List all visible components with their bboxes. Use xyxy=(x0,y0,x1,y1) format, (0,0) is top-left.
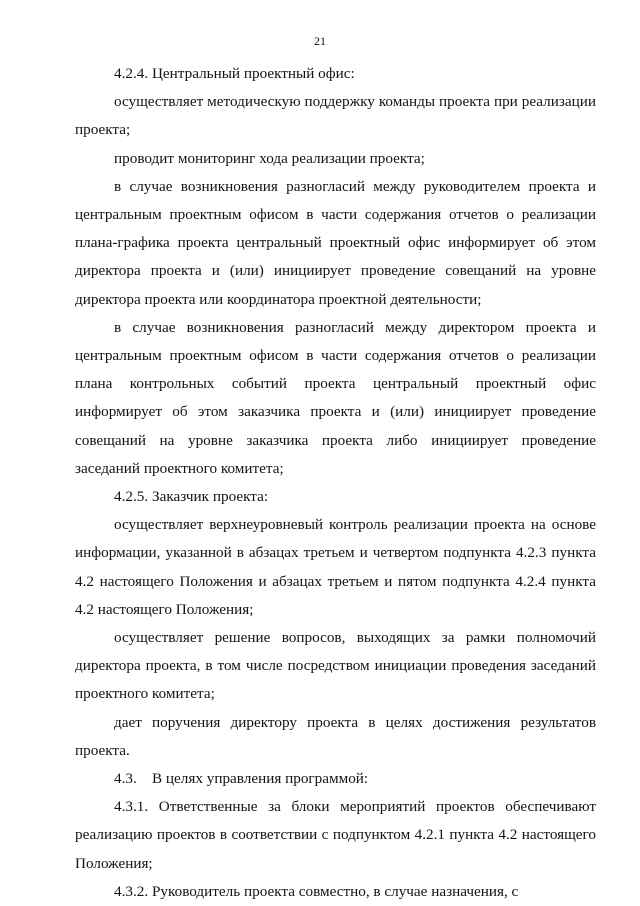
section-heading-4-2-5: 4.2.5. Заказчик проекта: xyxy=(114,488,269,506)
paragraph: осуществляет методическую поддержку команды проекта при реализации проекта; xyxy=(75,93,596,139)
section-heading-4-3: 4.3. В целях управления программой: xyxy=(114,770,369,788)
document-body xyxy=(75,60,596,906)
paragraph: дает поручения директору проекта в целях достижения результатов проекта. xyxy=(75,713,596,759)
paragraph: в случае возникновения разногласий между директором проекта и центральным проектным офисом в части содержания отчетов о реализации плана контрольных событий проекта центральный проектный офис информирует об этом заказчика проекта и (или) инициирует проведение совещаний на уровне заказчика проекта либо инициирует проведение заседаний проектного комитета; xyxy=(75,318,596,477)
paragraph: осуществляет верхнеуровневый контроль реализации проекта на основе информации, указанной в абзацах третьем и четвертом подпункта 4.2.3 пункта 4.2 настоящего Положения и абзацах третьем и пятом подпункта 4.2.4 пункта 4.2 настоящего Положения; xyxy=(75,516,596,618)
section-heading-4-2-4: 4.2.4. Центральный проектный офис: xyxy=(114,65,355,82)
page-number: 21 xyxy=(314,34,326,48)
paragraph: осуществляет решение вопросов, выходящих за рамки полномочий директора проекта, в том числе посредством инициации проведения заседаний проектного комитета; xyxy=(75,629,596,703)
paragraph: 4.3.1. Ответственные за блоки мероприятий проектов обеспечивают реализацию проектов в соответствии с подпунктом 4.2.1 пункта 4.2 настоящего Положения; xyxy=(75,798,596,872)
paragraph: проводит мониторинг хода реализации проекта; xyxy=(114,149,425,167)
paragraph: в случае возникновения разногласий между руководителем проекта и центральным проектным офисом в части содержания отчетов о реализации плана-графика проекта центральный проектный офис информирует об этом директора проекта и (или) инициирует проведение совещаний на уровне директора проекта или координатора проектной деятельности; xyxy=(75,177,596,308)
paragraph: 4.3.2. Руководитель проекта совместно, в случае назначения, с xyxy=(114,882,519,900)
